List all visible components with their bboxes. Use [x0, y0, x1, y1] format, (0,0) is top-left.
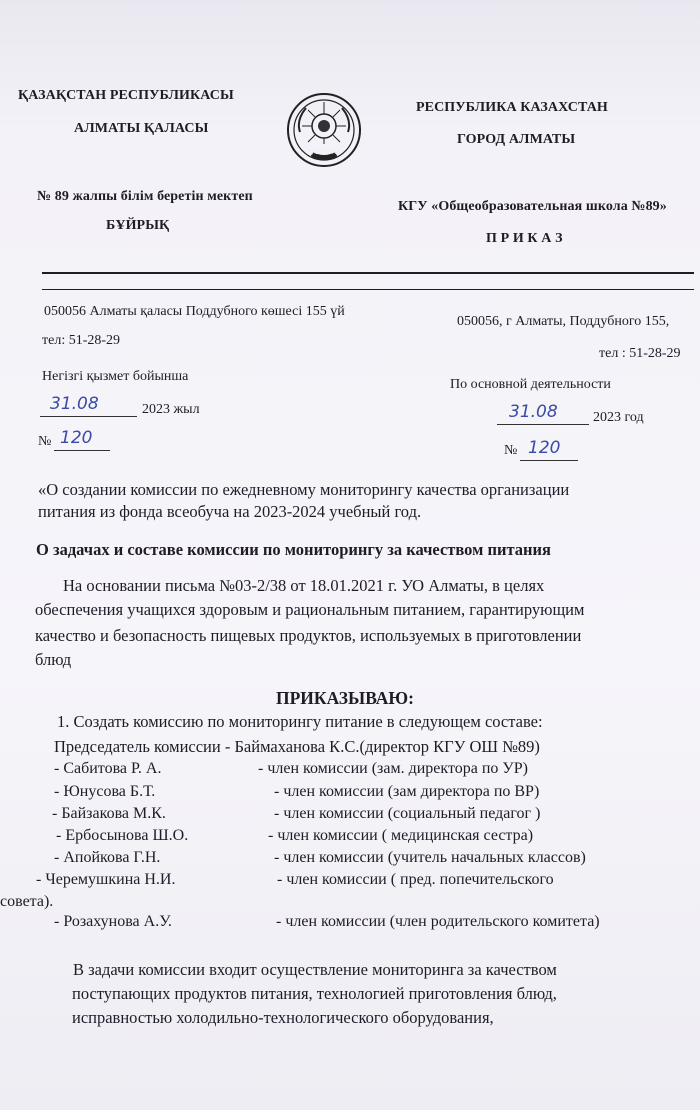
number-left-field: [54, 430, 110, 451]
phone-left: тел: 51-28-29: [42, 333, 121, 348]
member-name: - Розахунова А.У.: [54, 913, 172, 930]
date-left-suffix: 2023 жыл: [142, 402, 200, 417]
order-subject: О задачах и составе комиссии по мониторингу за качеством питания: [36, 540, 551, 559]
item-1: 1. Создать комиссию по мониторингу питание в следующем составе:: [57, 712, 543, 731]
header-left-school: № 89 жалпы білім беретін мектеп: [37, 189, 253, 204]
emblem-text: ҚАЗАҚСТАН: [308, 150, 340, 156]
header-right-doc-type: П Р И К А З: [486, 231, 563, 246]
chairman-line: Председатель комиссии - Баймаханова К.С.(директор КГУ ОШ №89): [54, 737, 540, 756]
member-name: - Байзакова М.К.: [52, 805, 166, 822]
date-right-handwritten: 31.08: [509, 402, 558, 422]
member-role: - член комиссии (зам директора по ВР): [274, 783, 540, 800]
order-title-line1: «О создании комиссии по ежедневному мониторингу качества организации: [38, 480, 570, 499]
basis-left: Негізгі қызмет бойынша: [42, 369, 189, 384]
date-right-field: [497, 404, 589, 425]
member-role: - член комиссии (учитель начальных классов): [274, 849, 586, 866]
order-title-line2: питания из фонда всеобуча на 2023-2024 учебный год.: [38, 502, 422, 521]
preamble-line1: На основании письма №03-2/38 от 18.01.2021 г. УО Алматы, в целях: [63, 576, 545, 595]
member-name: - Сабитова Р. А.: [54, 760, 162, 777]
number-right-prefix: №: [504, 443, 518, 458]
preamble-line3: качество и безопасность пищевых продуктов, используемых в приготовлении: [35, 626, 582, 645]
number-left-prefix: №: [38, 434, 52, 449]
member-name: - Юнусова Б.Т.: [54, 783, 156, 800]
preamble-line2: обеспечения учащихся здоровым и рациональным питанием, гарантирующим: [35, 600, 585, 619]
member-name: - Ербосынова Ш.О.: [56, 827, 189, 844]
member-role: - член комиссии (член родительского комитета): [276, 913, 600, 930]
member-continuation: совета).: [0, 893, 54, 910]
header-right-school: КГУ «Общеобразовательная школа №89»: [398, 199, 667, 214]
date-left-field: [40, 396, 137, 417]
date-left-handwritten: 31.08: [50, 394, 99, 414]
member-role: - член комиссии ( медицинская сестра): [268, 827, 534, 844]
date-right-suffix: 2023 год: [593, 410, 644, 425]
member-name: - Черемушкина Н.И.: [36, 871, 176, 888]
tasks-line3: исправностью холодильно-технологического оборудования,: [72, 1008, 494, 1027]
address-left: 050056 Алматы қаласы Поддубного көшесі 155 үй: [44, 304, 345, 319]
tasks-line1: В задачи комиссии входит осуществление мониторинга за качеством: [73, 960, 557, 979]
number-right-field: [520, 440, 578, 461]
number-left-handwritten: 120: [60, 428, 93, 448]
member-role: - член комиссии ( пред. попечительского: [277, 871, 554, 888]
preamble-line4: блюд: [35, 650, 72, 669]
header-left-city: АЛМАТЫ ҚАЛАСЫ: [74, 121, 209, 136]
state-emblem-icon: [286, 92, 362, 168]
header-right-city: ГОРОД АЛМАТЫ: [457, 132, 576, 147]
member-role: - член комиссии (зам. директора по УР): [258, 760, 528, 777]
header-rule-thick: [42, 272, 694, 274]
order-word: ПРИКАЗЫВАЮ:: [276, 688, 414, 708]
number-right-handwritten: 120: [528, 438, 561, 458]
member-name: - Апойкова Г.Н.: [54, 849, 161, 866]
header-right-country: РЕСПУБЛИКА КАЗАХСТАН: [416, 100, 608, 115]
tasks-line2: поступающих продуктов питания, технологией приготовления блюд,: [72, 984, 557, 1003]
header-left-doc-type: БҰЙРЫҚ: [106, 218, 170, 233]
phone-right: тел : 51-28-29: [599, 346, 681, 361]
address-right: 050056, г Алматы, Поддубного 155,: [457, 314, 670, 329]
basis-right: По основной деятельности: [450, 377, 611, 392]
header-rule-thin: [42, 289, 694, 290]
member-role: - член комиссии (социальный педагог ): [274, 805, 541, 822]
header-left-country: ҚАЗАҚСТАН РЕСПУБЛИКАСЫ: [18, 88, 234, 103]
